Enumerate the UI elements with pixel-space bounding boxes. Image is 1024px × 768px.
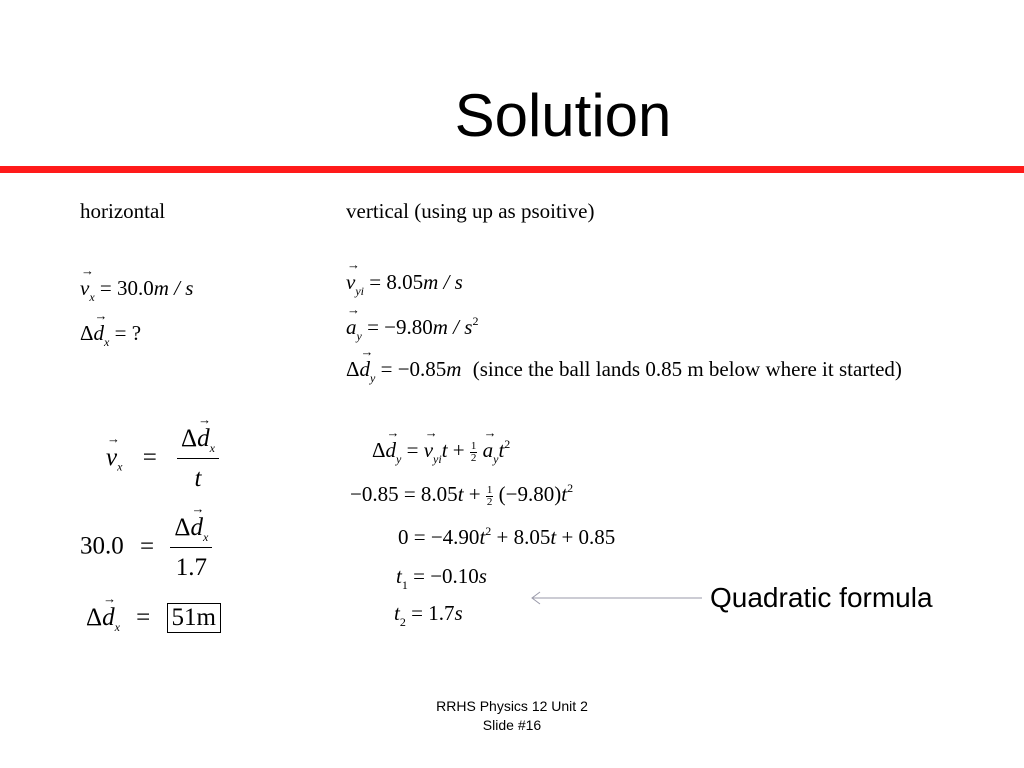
- horizontal-heading: horizontal: [80, 199, 166, 223]
- kinematic-equation: $\Delta\to d_y$ = → $v_{yi}t$ + $\frac{1}{2}$ → $a_yt^2$: [372, 437, 510, 467]
- footer-slide-number: Slide #16: [482, 717, 542, 733]
- substituted-kinematic: −0.85 = 8.05t + $\frac{1}{2}$ $(-9.80)t^2$: [350, 481, 574, 508]
- quadratic-formula-label: Quadratic formula: [710, 582, 933, 613]
- dx-unknown: $\Delta\to d_x$ = ?: [80, 321, 141, 350]
- velocity-equation: → $v_x$ = $\frac{\Delta\to d_x}{t}$: [106, 425, 219, 493]
- vx-known: → $v_x = 30.0m / s$: [80, 276, 193, 305]
- root-t2: $t_2 = 1.7s$: [394, 601, 463, 629]
- vertical-heading: vertical (using up as psoitive): [346, 199, 595, 223]
- left-arrow-icon: [528, 588, 704, 608]
- quadratic-equation: $0 = -4.90t^2 + 8.05t + 0.85$: [398, 524, 616, 549]
- slide-footer: [412, 697, 612, 735]
- ay-known: → $a_y = -9.80m / s^2$: [346, 314, 478, 344]
- vyi-known: → $v_{yi} = 8.05m / s$: [346, 270, 463, 299]
- title-divider: [0, 166, 1024, 173]
- dy-known: $\Delta\to d_y = -0.85m$ (since the ball lands 0.85 m below where it started): [346, 357, 902, 386]
- slide-title: Solution: [454, 82, 672, 149]
- answer-box: 51m: [167, 603, 221, 633]
- substituted-equation: 30.0 = $\frac{\Delta\to d_x}{1.7}$: [80, 514, 212, 582]
- root-t1: $t_1 = -0.10s$: [396, 564, 487, 592]
- footer-course: RRHS Physics 12 Unit 2: [436, 698, 588, 714]
- displacement-answer: $\Delta\to d_x = 51m$: [86, 603, 221, 635]
- title-area: [0, 0, 1024, 160]
